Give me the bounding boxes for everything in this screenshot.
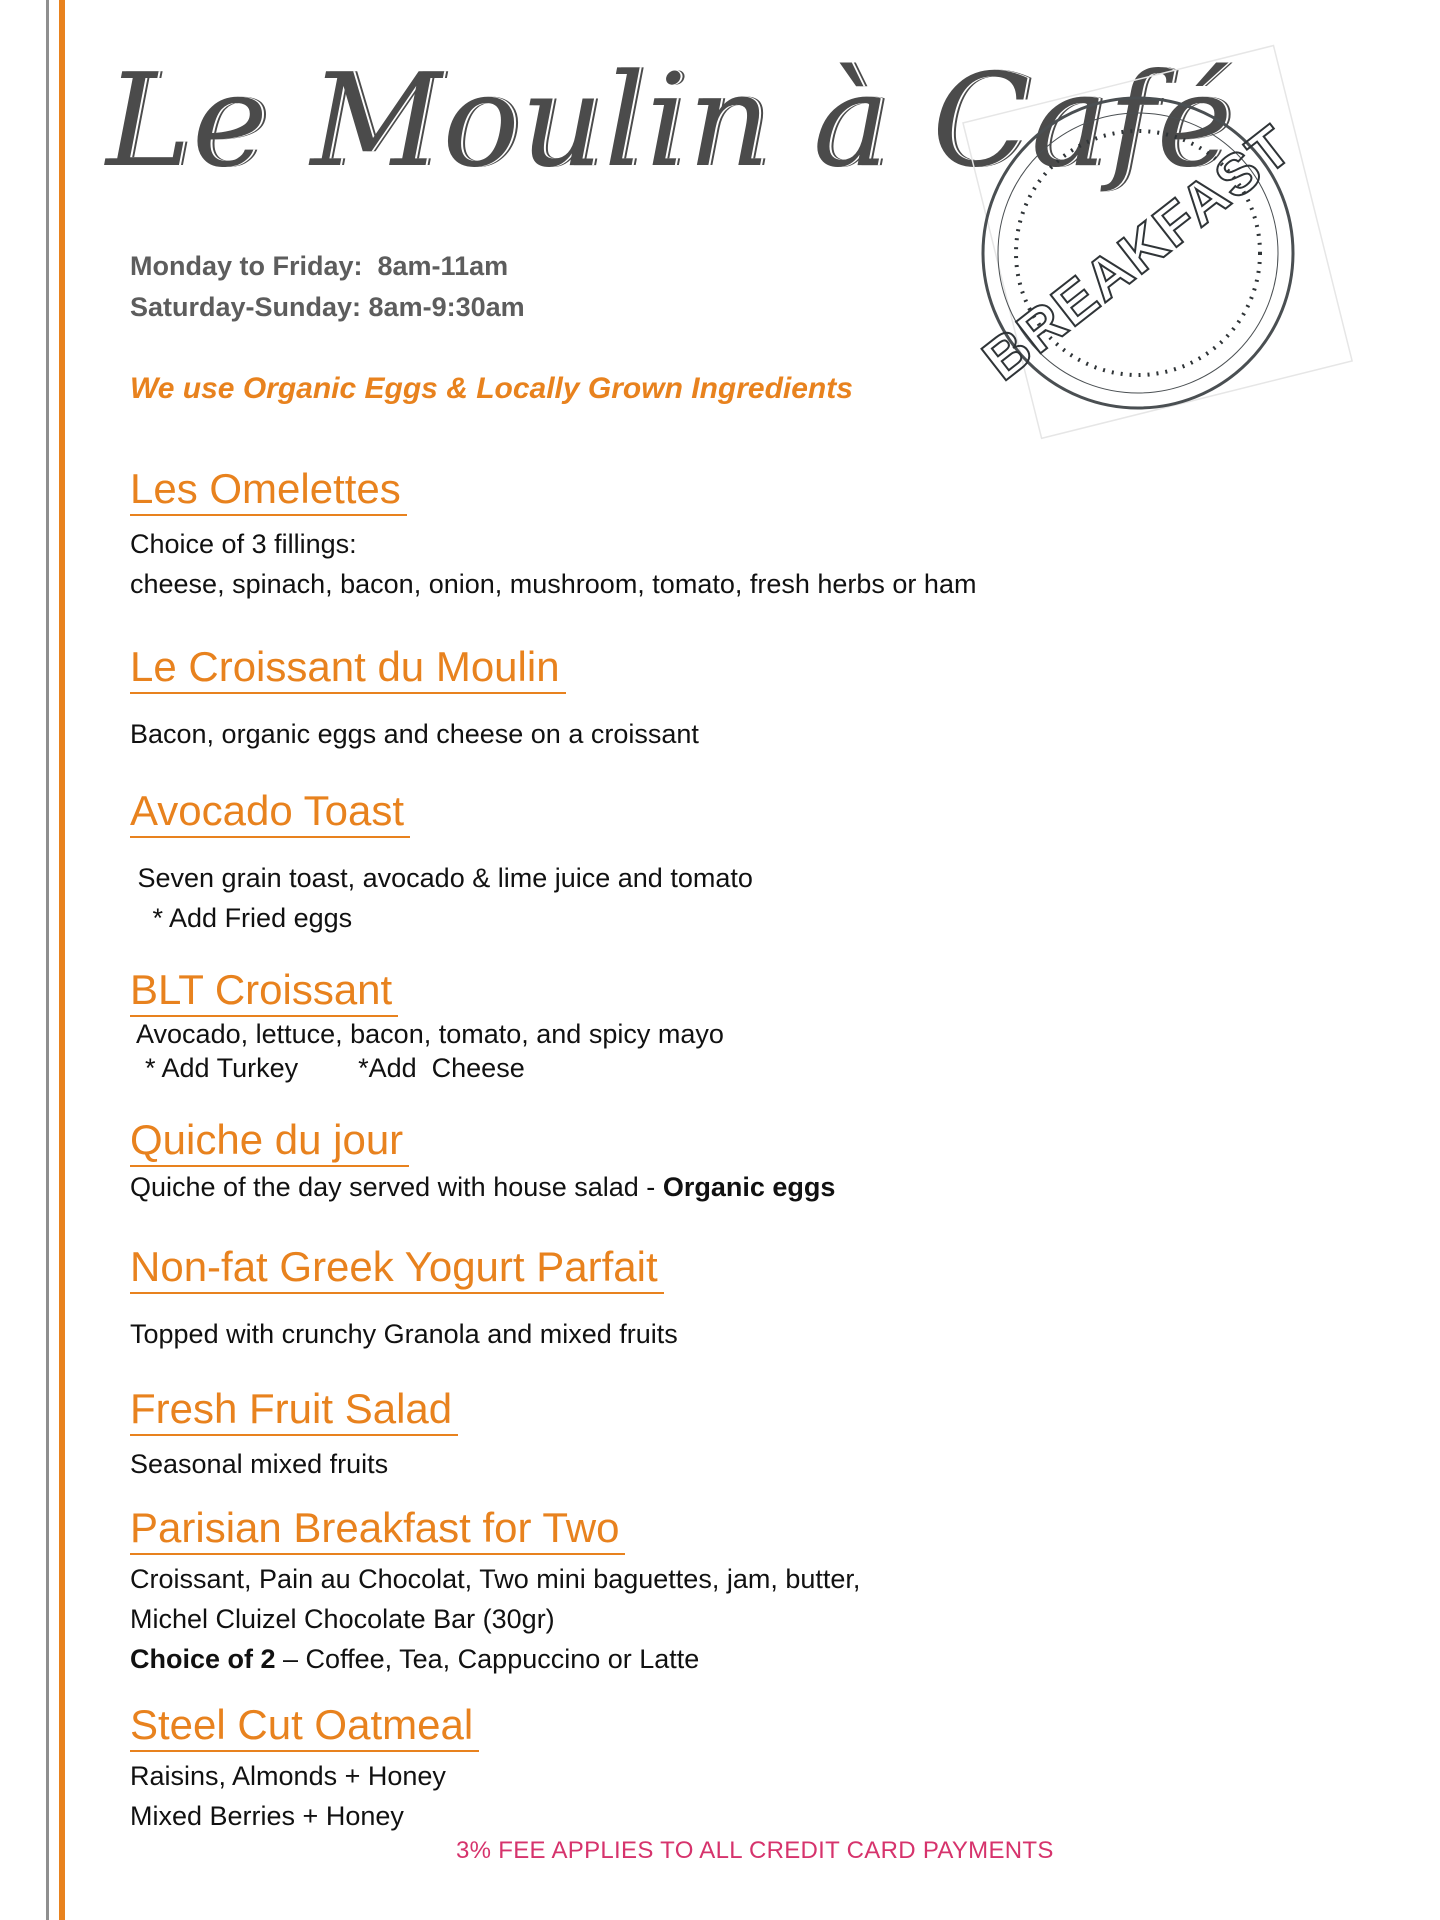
item-description — [130, 1167, 1310, 1207]
item-description: Seasonal mixed fruits — [130, 1449, 389, 1479]
quiche-organic-eggs: Organic eggs — [662, 1172, 836, 1202]
item-title: Steel Cut Oatmeal — [130, 1700, 479, 1752]
item-description: Bacon, organic eggs and cheese on a croissant — [130, 719, 699, 749]
menu-item-oatmeal — [130, 1700, 1310, 1836]
hours-weekdays: Monday to Friday: 8am-11am — [130, 251, 509, 281]
item-description: cheese, spinach, bacon, onion, mushroom, tomato, fresh herbs or ham — [130, 569, 977, 599]
left-border-orange — [59, 0, 65, 1920]
item-title: Fresh Fruit Salad — [130, 1384, 458, 1436]
item-title: Parisian Breakfast for Two — [130, 1503, 625, 1555]
item-description — [130, 1639, 1310, 1679]
item-title: BLT Croissant — [130, 965, 398, 1017]
item-description: Raisins, Almonds + Honey — [130, 1761, 446, 1791]
breakfast-stamp — [955, 40, 1355, 440]
credit-card-fee-note: 3% FEE APPLIES TO ALL CREDIT CARD PAYMENTS — [456, 1837, 1054, 1864]
item-description: Choice of 3 fillings: — [130, 529, 357, 559]
item-title: Le Croissant du Moulin — [130, 642, 566, 694]
menu-item-omelettes — [130, 464, 1310, 604]
menu-item-yogurt-parfait — [130, 1242, 1310, 1354]
item-description: Michel Cluizel Chocolate Bar (30gr) — [130, 1604, 555, 1634]
menu-item-parisian-breakfast — [130, 1503, 1310, 1679]
menu-item-blt-croissant — [130, 965, 1310, 1085]
quiche-description-text: Quiche of the day served with house salad - — [130, 1172, 663, 1202]
item-title: Les Omelettes — [130, 464, 407, 516]
menu-item-croissant-moulin — [130, 642, 1310, 754]
opening-hours — [130, 246, 525, 328]
item-description: Mixed Berries + Honey — [130, 1801, 404, 1831]
stamp-text: BREAKFAST — [970, 112, 1305, 393]
tagline: We use Organic Eggs & Locally Grown Ingredients — [130, 372, 853, 405]
hours-weekend: Saturday-Sunday: 8am-9:30am — [130, 292, 525, 322]
item-title: Non-fat Greek Yogurt Parfait — [130, 1242, 664, 1294]
choice-of-two: Choice of 2 — [130, 1644, 276, 1674]
drink-options: – Coffee, Tea, Cappuccino or Latte — [275, 1644, 700, 1674]
item-description: Croissant, Pain au Chocolat, Two mini baguettes, jam, butter, — [130, 1564, 861, 1594]
item-addon: * Add Fried eggs — [130, 903, 353, 933]
item-description: Avocado, lettuce, bacon, tomato, and spicy mayo — [130, 1019, 724, 1049]
item-description: Topped with crunchy Granola and mixed fruits — [130, 1319, 678, 1349]
restaurant-title: Le Moulin à Café — [106, 47, 1234, 196]
menu-item-fruit-salad — [130, 1384, 1310, 1484]
item-addon: * Add Turkey *Add Cheese — [130, 1053, 525, 1083]
menu-item-avocado-toast — [130, 786, 1310, 938]
item-description: Seven grain toast, avocado & lime juice and tomato — [130, 863, 753, 893]
item-title: Avocado Toast — [130, 786, 410, 838]
item-title: Quiche du jour — [130, 1115, 409, 1167]
menu-item-quiche — [130, 1115, 1310, 1207]
left-border-gray — [46, 0, 49, 1920]
